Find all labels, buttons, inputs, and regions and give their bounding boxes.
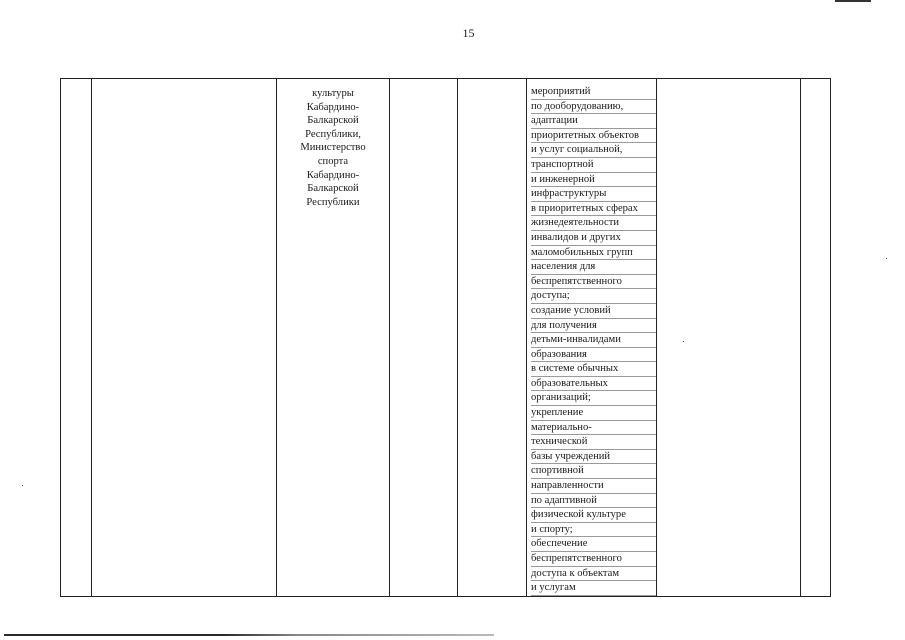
measure-line: укрепление — [531, 406, 656, 421]
org-line: Балкарской — [307, 183, 359, 195]
org-line: Балкарской — [307, 115, 359, 127]
measure-line: направленности — [531, 479, 656, 494]
scan-speck — [683, 341, 684, 342]
measure-line: организаций; — [531, 391, 656, 406]
measure-line: технической — [531, 435, 656, 450]
measure-line: беспрепятственного — [531, 275, 656, 290]
org-line: культуры — [312, 88, 354, 99]
measure-line: спортивной — [531, 464, 656, 479]
scan-speck — [22, 485, 23, 486]
cell-measures — [527, 79, 657, 597]
measure-line: беспрепятственного — [531, 552, 656, 567]
measure-line: адаптации — [531, 114, 656, 129]
measure-line: приоритетных объектов — [531, 129, 656, 144]
cell-end-year — [458, 79, 527, 597]
table-row — [61, 79, 831, 597]
measure-line: для получения — [531, 319, 656, 334]
measure-line: образования — [531, 348, 656, 363]
measure-line: образовательных — [531, 377, 656, 392]
measure-line: по адаптивной — [531, 494, 656, 509]
bottom-scan-rule — [4, 634, 494, 636]
measure-line: доступа к объектам — [531, 567, 656, 582]
org-line: Республики — [306, 196, 360, 208]
measure-line: транспортной — [531, 158, 656, 173]
cell-responsible-organizations — [277, 79, 390, 597]
measure-line: физической культуре — [531, 508, 656, 523]
measure-line: доступа; — [531, 289, 656, 304]
org-line: Кабардино- — [306, 101, 360, 113]
page-number: 15 — [462, 26, 475, 40]
scan-speck — [886, 258, 887, 259]
measure-line: детьми-инвалидами — [531, 333, 656, 348]
measure-line: по дооборудованию, — [531, 100, 656, 115]
measure-line: и инженерной — [531, 173, 656, 188]
org-line: спорта — [317, 155, 349, 167]
measure-line: инфраструктуры — [531, 187, 656, 202]
cell-number — [61, 79, 92, 597]
measure-line: создание условий — [531, 304, 656, 319]
program-table — [60, 78, 831, 597]
top-edge-mark — [835, 0, 871, 2]
cell-start-year — [390, 79, 458, 597]
org-line: Кабардино- — [306, 169, 360, 181]
measure-line: и услуг социальной, — [531, 143, 656, 158]
org-line: Республики, — [305, 128, 361, 140]
measure-line: обеспечение — [531, 537, 656, 552]
measure-line: и услугам — [531, 581, 656, 596]
cell-expected-results — [657, 79, 801, 597]
org-line: Министерство — [300, 142, 366, 154]
cell-task — [92, 79, 277, 597]
measure-line: материально- — [531, 421, 656, 436]
measure-line: в системе обычных — [531, 362, 656, 377]
measure-line: базы учреждений — [531, 450, 656, 465]
measure-line: жизнедеятельности — [531, 216, 656, 231]
measure-line: мероприятий — [531, 85, 656, 100]
measure-line: в приоритетных сферах — [531, 202, 656, 217]
cell-indicators — [801, 79, 831, 597]
measure-line: инвалидов и других — [531, 231, 656, 246]
measure-line: и спорту; — [531, 523, 656, 538]
measure-line: населения для — [531, 260, 656, 275]
measure-line: маломобильных групп — [531, 246, 656, 261]
